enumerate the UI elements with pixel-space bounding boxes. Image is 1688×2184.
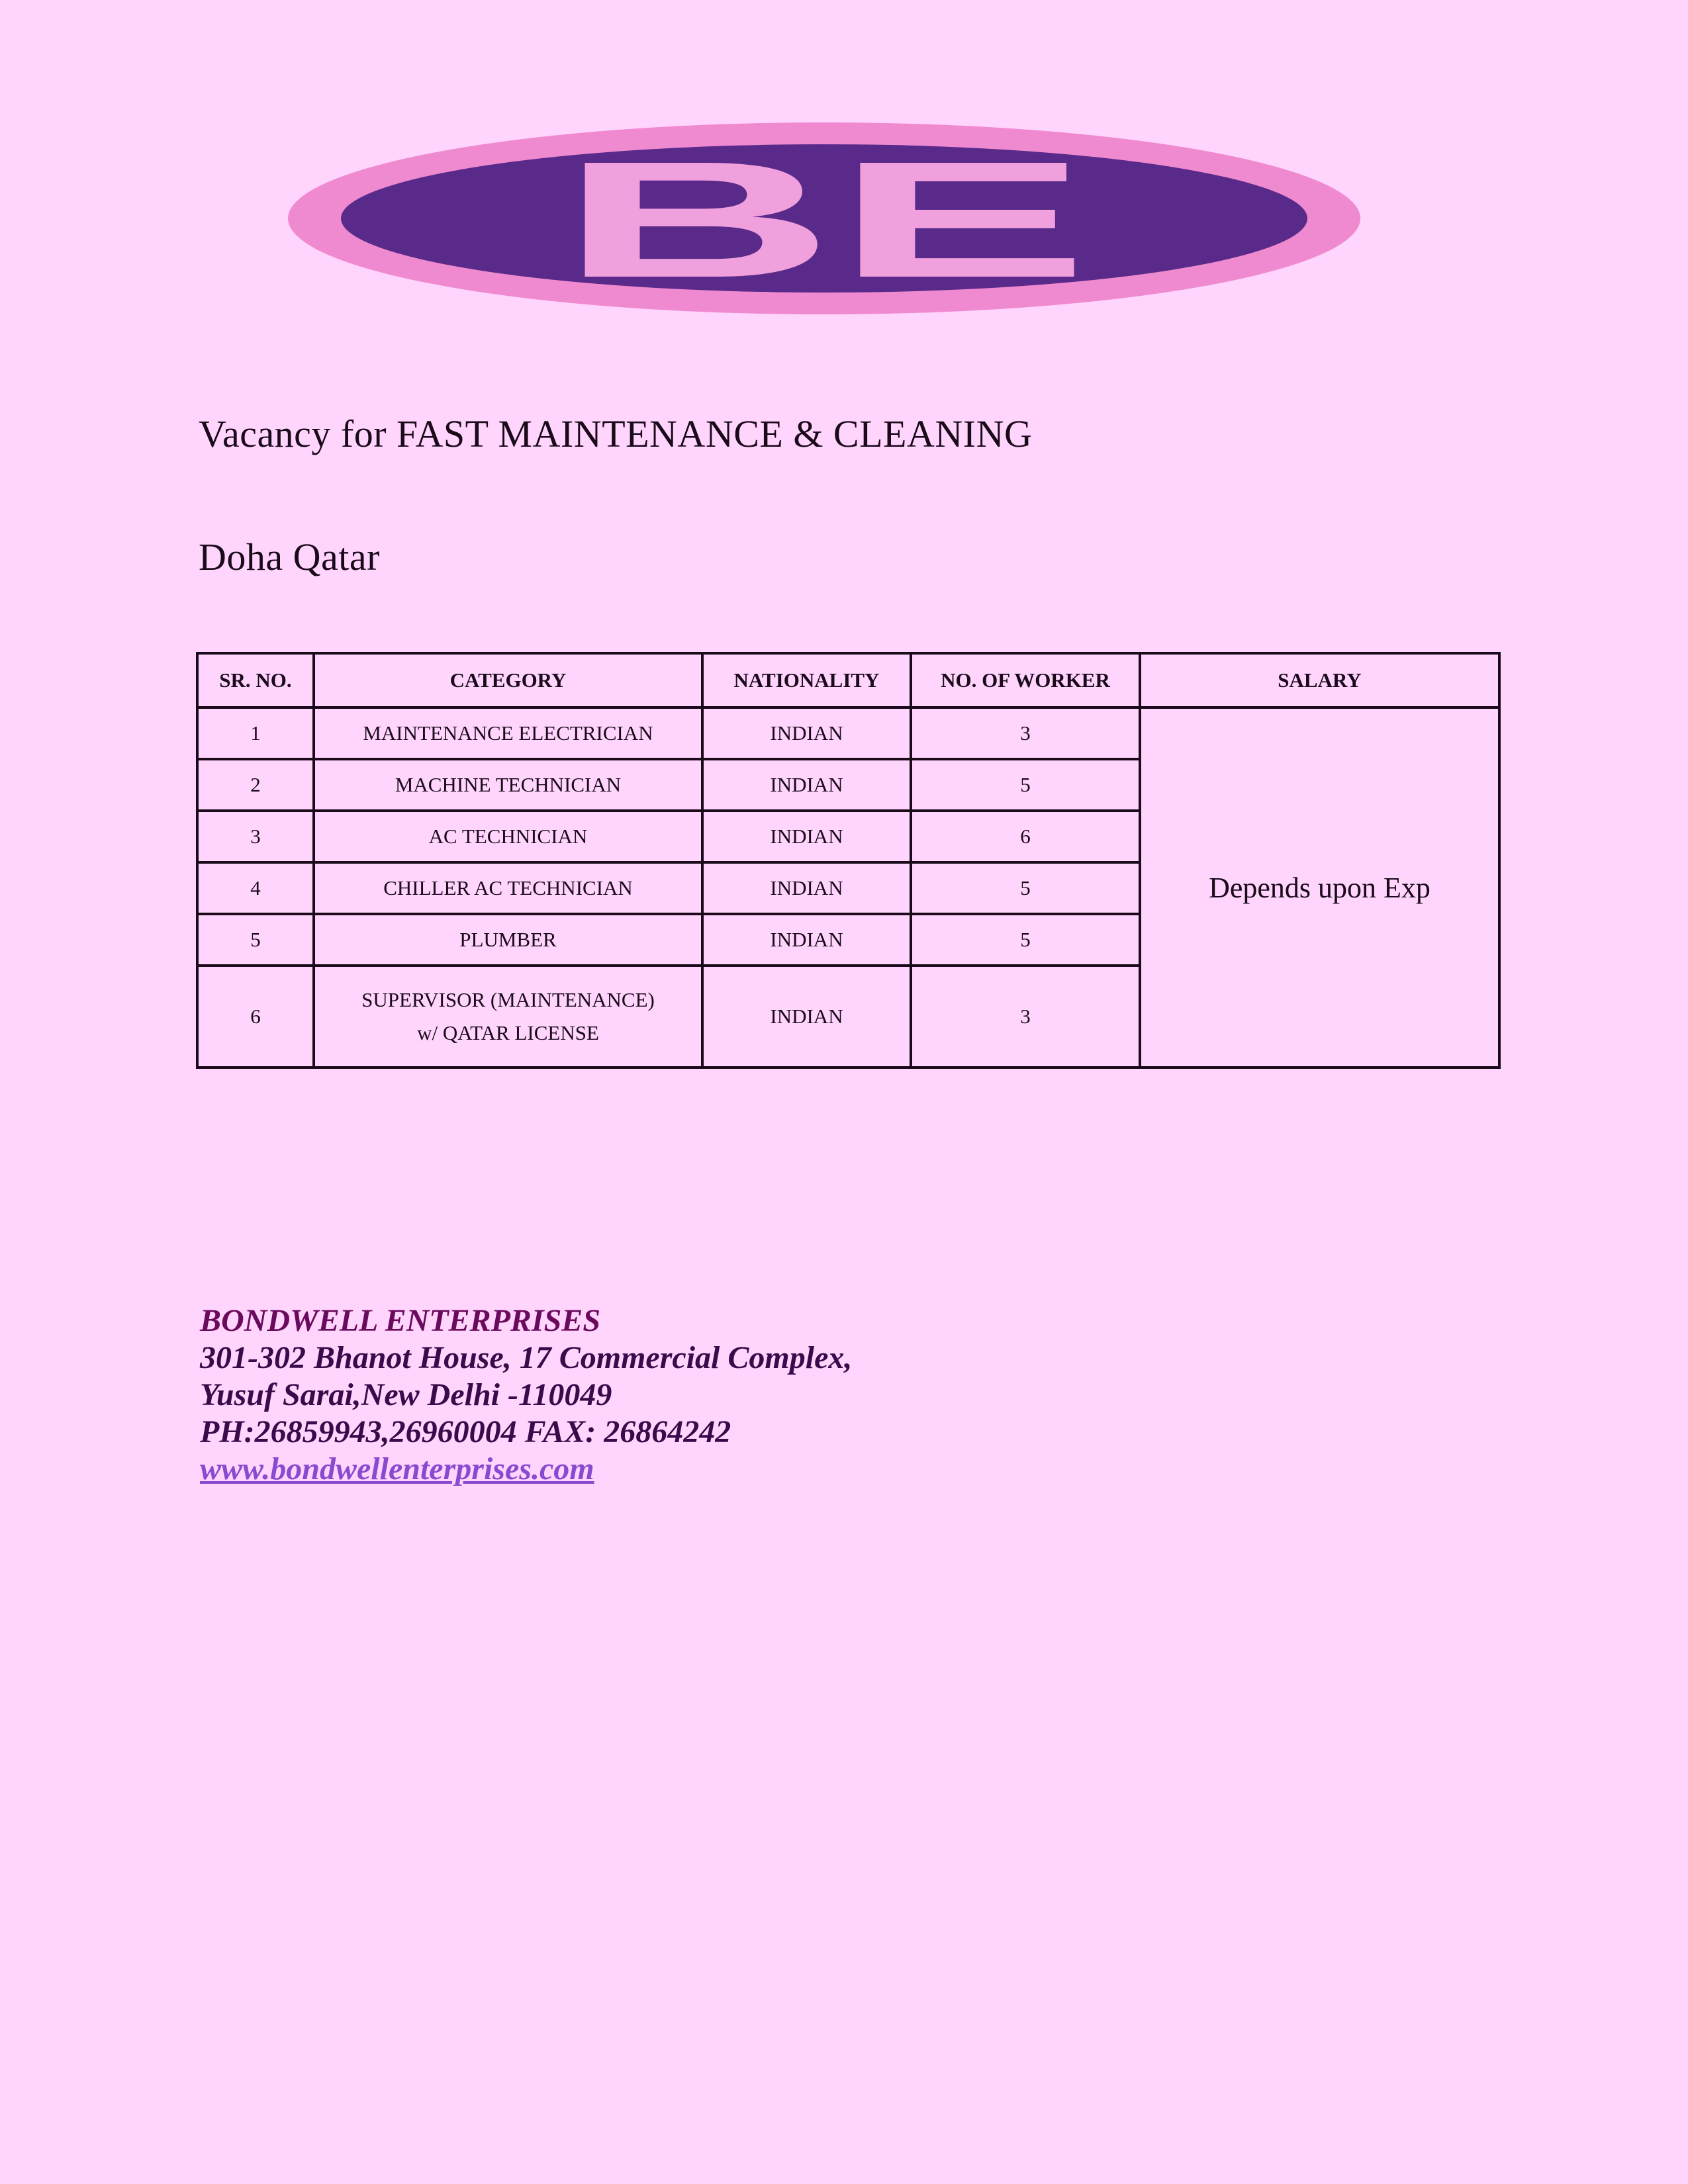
category-line-1: SUPERVISOR (MAINTENANCE) bbox=[361, 988, 655, 1011]
cell-workers: 5 bbox=[911, 759, 1140, 811]
cell-sr-no: 5 bbox=[197, 914, 314, 966]
cell-sr-no: 1 bbox=[197, 707, 314, 759]
cell-workers: 6 bbox=[911, 811, 1140, 862]
cell-nationality: INDIAN bbox=[702, 966, 911, 1068]
header-sr-no: SR. NO. bbox=[197, 653, 314, 707]
cell-salary: Depends upon Exp bbox=[1140, 707, 1499, 1068]
contact-numbers: PH:26859943,26960004 FAX: 26864242 bbox=[200, 1414, 731, 1449]
cell-nationality: INDIAN bbox=[702, 811, 911, 862]
cell-workers: 3 bbox=[911, 966, 1140, 1068]
cell-category bbox=[314, 966, 702, 1068]
cell-sr-no: 6 bbox=[197, 966, 314, 1068]
cell-workers: 5 bbox=[911, 862, 1140, 914]
cell-category: CHILLER AC TECHNICIAN bbox=[314, 862, 702, 914]
table-header-row bbox=[197, 653, 1499, 707]
header-no-of-worker: NO. OF WORKER bbox=[911, 653, 1140, 707]
vacancy-table bbox=[196, 652, 1501, 1069]
table-row bbox=[197, 707, 1499, 759]
company-contact-block bbox=[200, 1302, 852, 1488]
company-logo bbox=[285, 119, 1364, 318]
cell-nationality: INDIAN bbox=[702, 914, 911, 966]
cell-category: MACHINE TECHNICIAN bbox=[314, 759, 702, 811]
address-line-1: 301-302 Bhanot House, 17 Commercial Complex, bbox=[200, 1340, 853, 1375]
cell-workers: 3 bbox=[911, 707, 1140, 759]
cell-nationality: INDIAN bbox=[702, 759, 911, 811]
location-heading: Doha Qatar bbox=[199, 535, 380, 578]
header-category: CATEGORY bbox=[314, 653, 702, 707]
cell-category: AC TECHNICIAN bbox=[314, 811, 702, 862]
header-nationality: NATIONALITY bbox=[702, 653, 911, 707]
cell-sr-no: 3 bbox=[197, 811, 314, 862]
company-name: BONDWELL ENTERPRISES bbox=[200, 1303, 601, 1338]
cell-nationality: INDIAN bbox=[702, 862, 911, 914]
logo-letters: BE bbox=[559, 127, 1089, 312]
cell-nationality: INDIAN bbox=[702, 707, 911, 759]
category-line-2: w/ QATAR LICENSE bbox=[417, 1021, 599, 1044]
header-salary: SALARY bbox=[1140, 653, 1499, 707]
vacancy-heading: Vacancy for FAST MAINTENANCE & CLEANING bbox=[199, 412, 1033, 455]
cell-sr-no: 4 bbox=[197, 862, 314, 914]
website-link[interactable]: www.bondwellenterprises.com bbox=[200, 1451, 594, 1486]
cell-category: MAINTENANCE ELECTRICIAN bbox=[314, 707, 702, 759]
cell-workers: 5 bbox=[911, 914, 1140, 966]
cell-sr-no: 2 bbox=[197, 759, 314, 811]
cell-category: PLUMBER bbox=[314, 914, 702, 966]
address-line-2: Yusuf Sarai,New Delhi -110049 bbox=[200, 1377, 612, 1412]
